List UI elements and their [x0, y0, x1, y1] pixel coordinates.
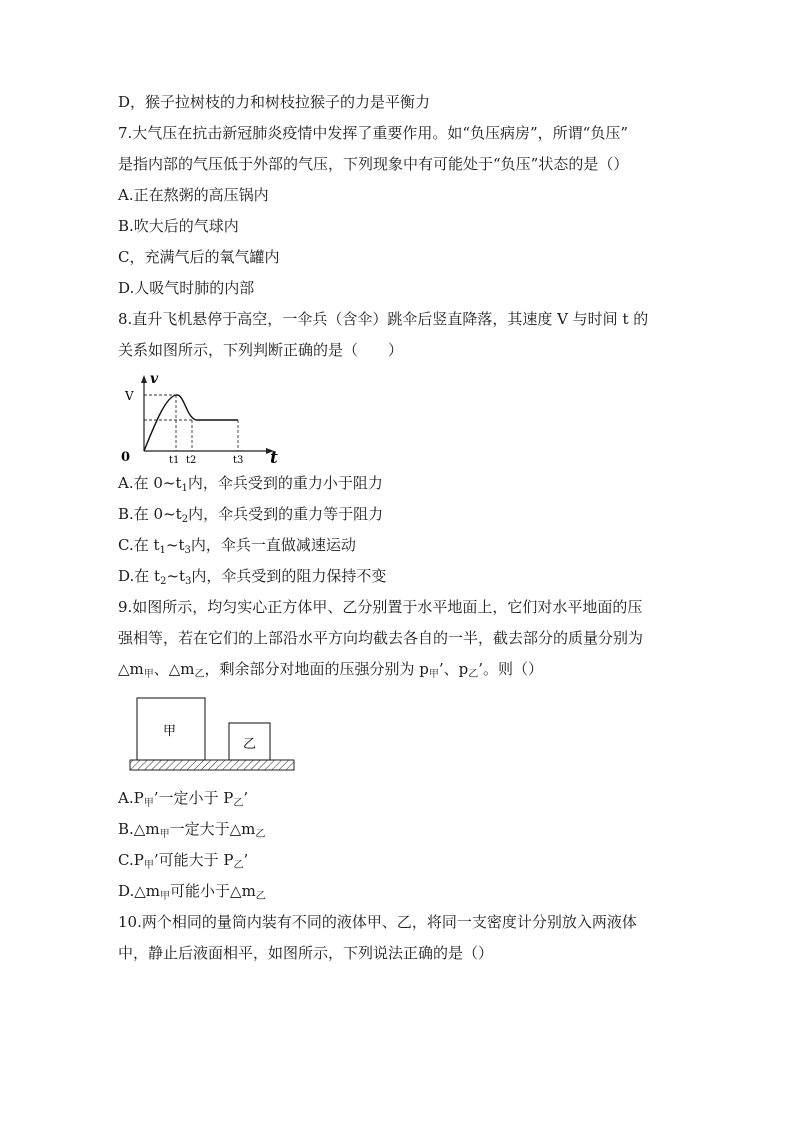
vt-graph-svg	[118, 371, 288, 463]
q6-option-d: D，猴子拉树枝的力和树枝拉猴子的力是平衡力	[118, 93, 431, 111]
q7-option-c: C，充满气后的氧气罐内	[118, 248, 280, 266]
y-tick-v: V	[125, 389, 134, 403]
q10-stem-line2: 中，静止后液面相平，如图所示，下列说法正确的是（）	[118, 944, 494, 962]
q9-option-b: $B.\triangle m_甲$一定大于$\triangle m_乙$	[118, 820, 266, 840]
q9-stem-line1: 9.如图所示，均匀实心正方体甲、乙分别置于水平地面上，它们对水平地面的压	[118, 598, 643, 616]
velocity-curve	[144, 395, 238, 451]
q8-option-c: C.在 $t_1\sim t_3$内，伞兵一直做减速运动	[118, 536, 356, 556]
q10-stem-line1: 10.两个相同的量筒内装有不同的液体甲、乙，将同一支密度计分别放入两液体	[118, 913, 637, 931]
y-axis-arrow	[141, 375, 147, 383]
q8-stem-line2: 关系如图所示，下列判断正确的是（ ）	[118, 341, 404, 359]
q9-option-c: $C.P_甲$’可能大于 $P_乙$’	[118, 851, 249, 871]
q8-stem-line1: 8.直升飞机悬停于高空，一伞兵（含伞）跳伞后竖直降落，其速度 V 与时间 t 的	[118, 310, 649, 328]
y-axis-label: v	[150, 371, 159, 387]
q9-stem-line2: 强相等，若在它们的上部沿水平方向均截去各自的一半，截去部分的质量分别为	[118, 629, 644, 647]
origin-label: 0	[121, 450, 131, 463]
x-tick-t2: t2	[186, 455, 197, 463]
q9-option-a: $A.P_甲$’一定小于 $P_乙$’	[118, 789, 249, 809]
q8-option-d: D.在 $t_2\sim t_3$内，伞兵受到的阻力保持不变	[118, 567, 387, 587]
x-tick-t1: t1	[169, 455, 180, 463]
velocity-time-graph	[118, 371, 678, 463]
x-tick-t3: t3	[233, 455, 244, 463]
blocks-figure	[118, 690, 678, 776]
blocks-svg	[118, 690, 298, 776]
q9-option-d: $D.\triangle m_甲$可能小于$\triangle m_乙$	[118, 882, 266, 902]
q8-option-b: B.在 $0\sim t_2$内，伞兵受到的重力等于阻力	[118, 505, 384, 525]
q8-option-a: A.在 $0\sim t_1$内，伞兵受到的重力小于阻力	[118, 474, 383, 494]
q7-option-b: B.吹大后的气球内	[118, 217, 239, 235]
block-yi-label: 乙	[243, 737, 257, 752]
q9-stem-line3: $\triangle m_甲$、$\triangle m_乙$，剩余部分对地面的压强分别为 $p_甲$’、$p_乙$’。则（）	[118, 660, 544, 680]
q7-stem-line2: 是指内部的气压低于外部的气压，下列现象中有可能处于“负压”状态的是（）	[118, 155, 629, 173]
q7-stem-line1: 7.大气压在抗击新冠肺炎疫情中发挥了重要作用。如“负压病房”，所谓“负压”	[118, 124, 628, 142]
q7-option-d: D.人吸气时肺的内部	[118, 279, 255, 297]
ground-surface	[130, 760, 294, 770]
block-jia-label: 甲	[163, 724, 177, 739]
x-axis-label: t	[270, 448, 278, 463]
document-page	[118, 92, 678, 974]
q7-option-a: A.正在熬粥的高压锅内	[118, 186, 269, 204]
